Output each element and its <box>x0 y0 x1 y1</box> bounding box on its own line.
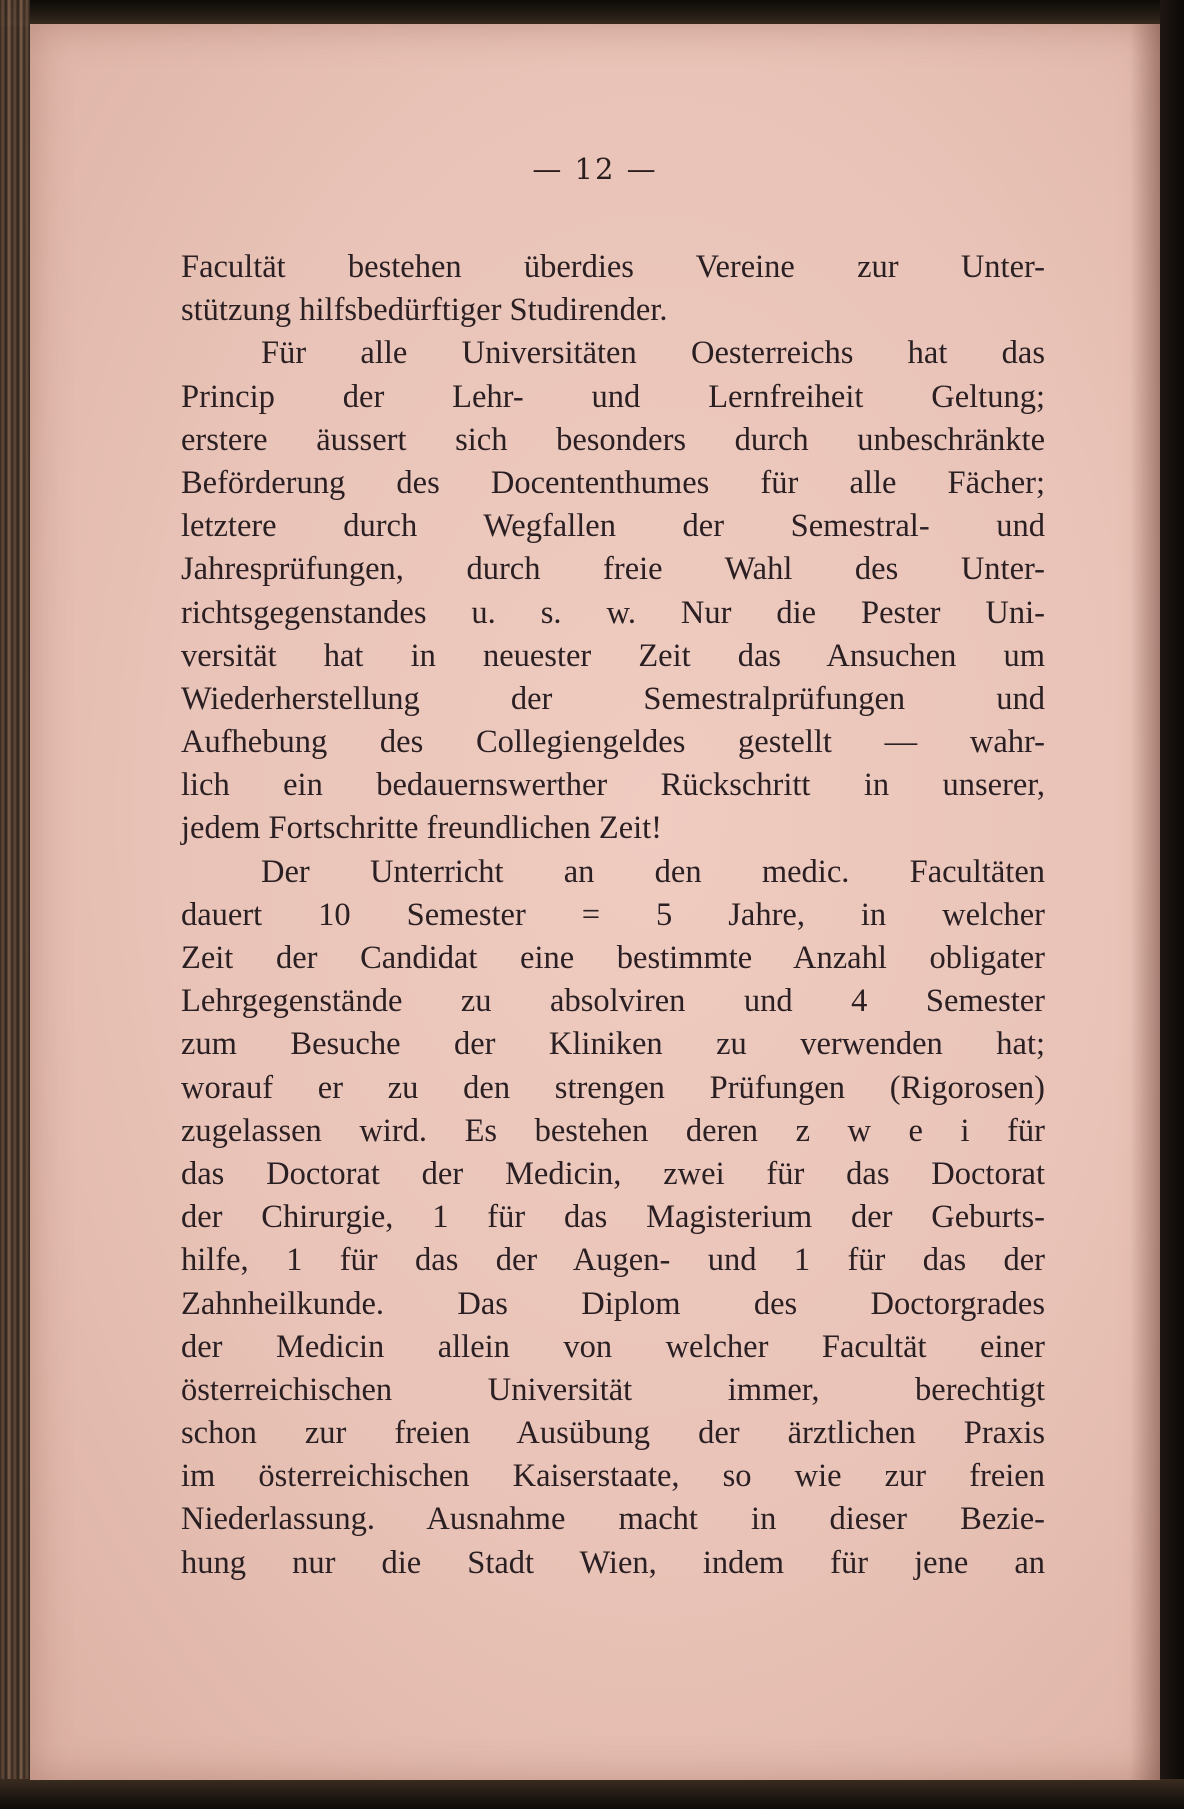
text-line: hung nur die Stadt Wien, indem für jene an <box>181 1544 1045 1581</box>
book-cover-top-edge <box>0 0 1184 26</box>
text-line: Zeit der Candidat eine bestimmte Anzahl obligater <box>181 940 1045 976</box>
text-line: stützung hilfsbedürftiger Studirender. <box>181 292 668 329</box>
text-line: versität hat in neuester Zeit das Ansuchen um <box>181 637 1045 674</box>
text-line: Aufhebung des Collegiengeldes gestellt — wahr- <box>181 724 1045 761</box>
text-line: Princip der Lehr- und Lernfreiheit Geltung; <box>181 378 1045 415</box>
book-spine-edge <box>0 0 30 1809</box>
text-line: Der Unterricht an den medic. Facultäten <box>261 853 1045 890</box>
page-number: — 12 — <box>532 152 658 186</box>
text-line: der Medicin allein von welcher Facultät einer <box>181 1328 1045 1365</box>
text-line: dauert 10 Semester = 5 Jahre, in welcher <box>181 896 1045 933</box>
text-line: österreichischen Universität immer, berechtigt <box>181 1371 1045 1408</box>
text-line: Für alle Universitäten Oesterreichs hat das <box>261 335 1045 372</box>
text-line: schon zur freien Ausübung der ärztlichen Praxis <box>181 1415 1045 1452</box>
text-line: Niederlassung. Ausnahme macht in dieser Bezie- <box>181 1501 1045 1538</box>
text-line: richtsgegenstandes u. s. w. Nur die Pester Uni- <box>181 594 1045 631</box>
text-line: jedem Fortschritte freundlichen Zeit! <box>181 810 663 847</box>
text-line: Zahnheilkunde. Das Diplom des Doctorgrades <box>181 1285 1045 1322</box>
text-line: Beförderung des Docententhumes für alle Fächer; <box>181 464 1045 501</box>
text-line: Lehrgegenstände zu absolviren und 4 Semester <box>181 983 1045 1020</box>
book-bottom-edge <box>0 1779 1184 1809</box>
text-line: Jahresprüfungen, durch freie Wahl des Unter- <box>181 551 1045 588</box>
text-line: letztere durch Wegfallen der Semestral- und <box>181 508 1045 545</box>
text-line: das Doctorat der Medicin, zwei für das Doctorat <box>181 1155 1045 1192</box>
text-line: worauf er zu den strengen Prüfungen (Rigorosen) <box>181 1069 1045 1106</box>
text-line: zum Besuche der Kliniken zu verwenden hat; <box>181 1026 1045 1063</box>
text-line: Facultät bestehen überdies Vereine zur Unter- <box>181 249 1045 285</box>
text-line: lich ein bedauernswerther Rückschritt in unserer, <box>181 767 1045 804</box>
text-line: hilfe, 1 für das der Augen- und 1 für das der <box>181 1242 1045 1279</box>
text-line: der Chirurgie, 1 für das Magisterium der Geburts- <box>181 1199 1045 1236</box>
text-line: erstere äussert sich besonders durch unbeschränkte <box>181 421 1045 458</box>
text-line: Wiederherstellung der Semestralprüfungen und <box>181 680 1045 717</box>
body-text <box>181 246 1045 1585</box>
text-line: zugelassen wird. Es bestehen deren z w e i für <box>181 1112 1045 1149</box>
book-right-edge <box>1160 0 1184 1809</box>
page-sheet <box>30 24 1160 1780</box>
text-line: im österreichischen Kaiserstaate, so wie zur freien <box>181 1458 1045 1495</box>
page-edge-shadow <box>1130 24 1160 1780</box>
